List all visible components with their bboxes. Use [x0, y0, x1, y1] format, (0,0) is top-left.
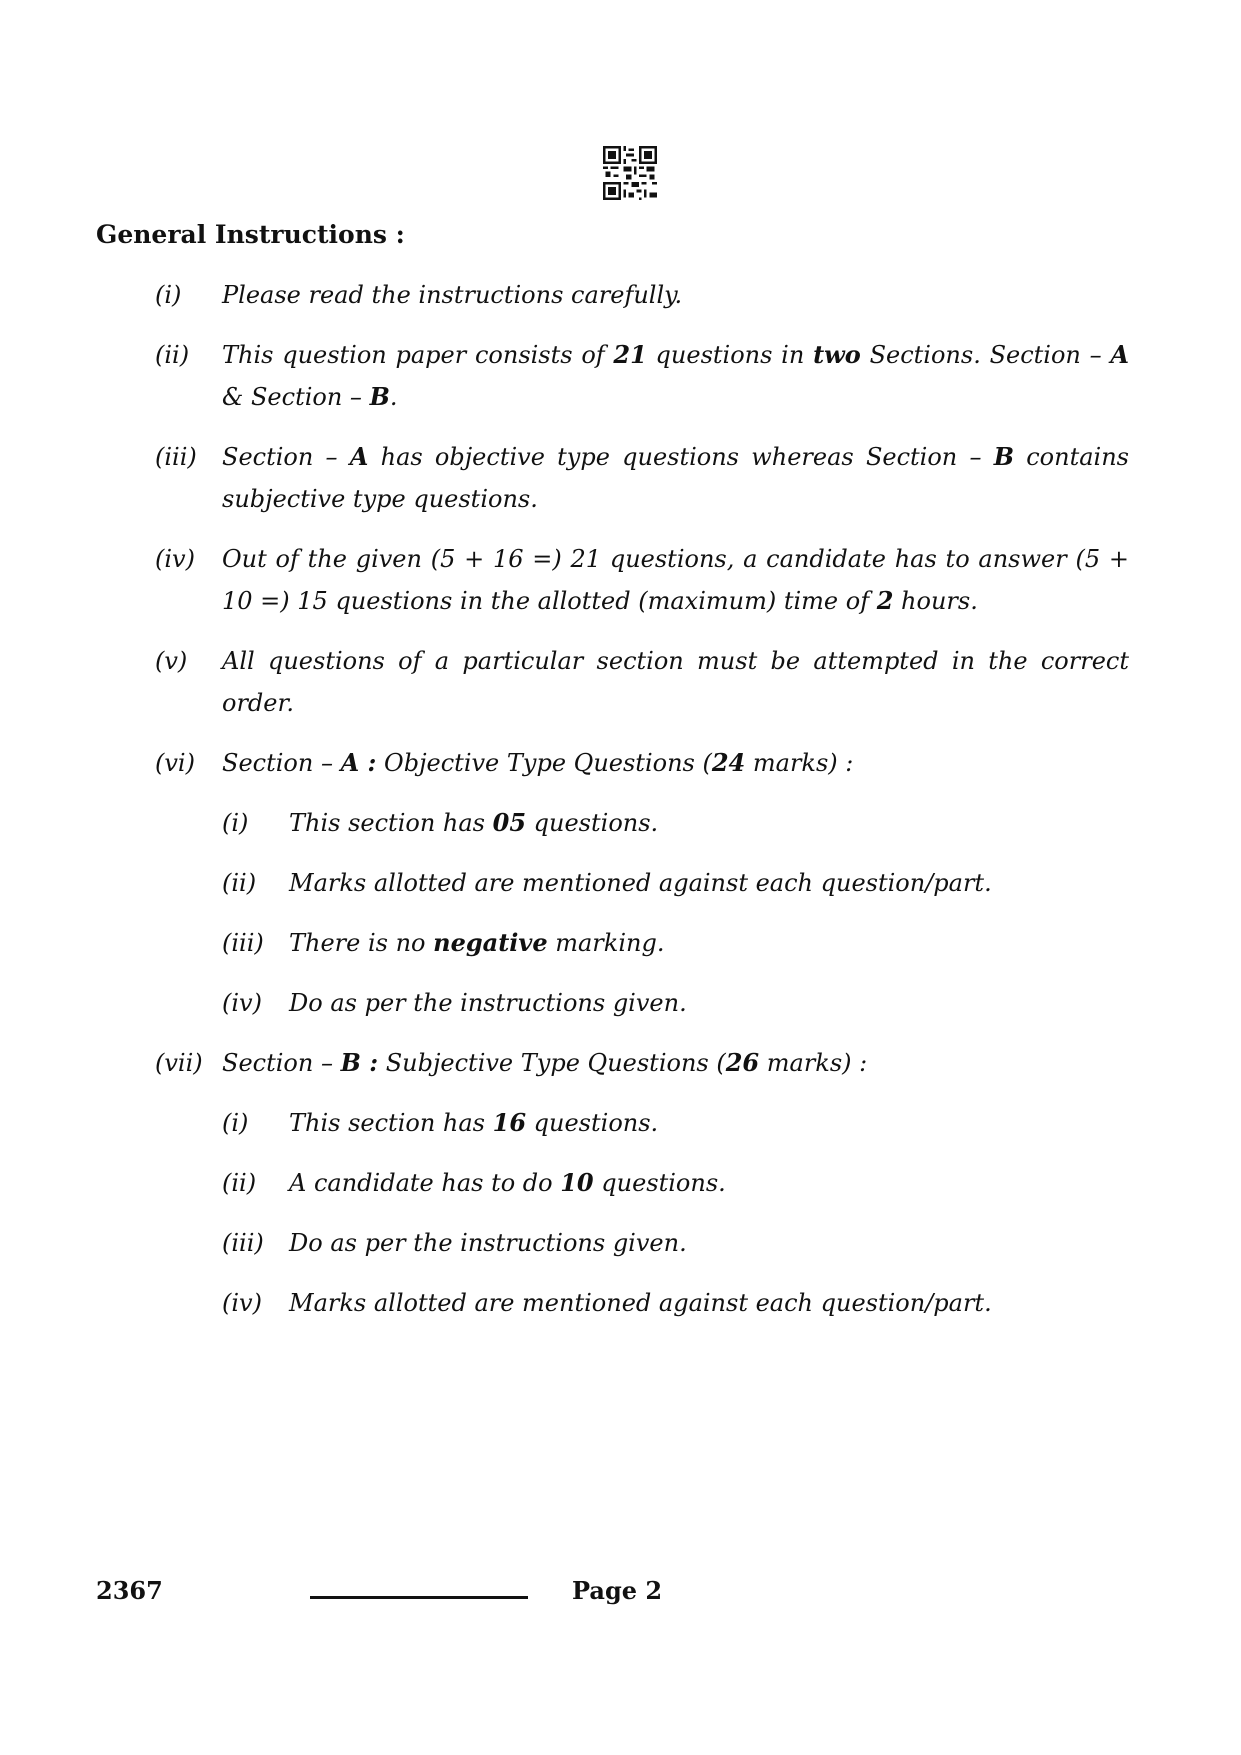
item-number: (ii) [155, 341, 190, 369]
item-number: (iv) [222, 1289, 262, 1317]
sub-item [222, 922, 1129, 964]
item-number: (v) [155, 647, 188, 675]
item-number: (vi) [155, 749, 195, 777]
item-text: Section – B : Subjective Type Questions (26 marks) : [222, 1048, 868, 1077]
instruction-item-vii-group [155, 1042, 1129, 1324]
qr-code-icon [603, 146, 657, 200]
page-number: Page 2 [572, 1576, 663, 1605]
page-heading: General Instructions : [96, 220, 405, 249]
item-text: Marks allotted are mentioned against each question/part. [289, 869, 992, 897]
footer-divider [310, 1596, 528, 1599]
item-text: Do as per the instructions given. [289, 989, 687, 1017]
instruction-item-ii [155, 334, 1129, 418]
sub-item [222, 1162, 1129, 1204]
instruction-item-iii [155, 436, 1129, 520]
item-number: (iii) [222, 929, 264, 957]
instruction-item-vii [155, 1042, 1129, 1084]
section-a-sublist [222, 802, 1129, 1024]
item-text: This section has 16 questions. [289, 1108, 659, 1137]
item-number: (iii) [222, 1229, 264, 1257]
item-number: (i) [222, 809, 249, 837]
item-text: A candidate has to do 10 questions. [289, 1168, 726, 1197]
item-number: (ii) [222, 1169, 257, 1197]
item-number: (i) [222, 1109, 249, 1137]
item-number: (vii) [155, 1049, 203, 1077]
section-b-sublist [222, 1102, 1129, 1324]
sub-item [222, 862, 1129, 904]
item-text: Do as per the instructions given. [289, 1229, 687, 1257]
item-text: There is no negative marking. [289, 928, 665, 957]
item-text: Marks allotted are mentioned against each question/part. [289, 1289, 992, 1317]
paper-code: 2367 [96, 1576, 163, 1605]
item-number: (i) [155, 281, 182, 309]
item-text: Please read the instructions carefully. [222, 281, 683, 309]
sub-item [222, 1102, 1129, 1144]
item-text: All questions of a particular section must be attempted in the correct order. [222, 647, 1129, 717]
sub-item [222, 1222, 1129, 1264]
item-text: This section has 05 questions. [289, 808, 659, 837]
item-number: (iv) [155, 545, 195, 573]
item-text: This question paper consists of 21 questions in two Sections. Section – A & Section – B. [222, 340, 1129, 411]
item-text: Out of the given (5 + 16 =) 21 questions, a candidate has to answer (5 + 10 =) 15 questions in the allotted (maximum) time of 2 hours. [222, 545, 1129, 615]
instruction-item-i [155, 274, 1129, 316]
item-number: (iii) [155, 443, 197, 471]
instruction-item-vi [155, 742, 1129, 784]
sub-item [222, 802, 1129, 844]
sub-item [222, 982, 1129, 1024]
instructions-list [155, 274, 1129, 1324]
instruction-item-vi-group [155, 742, 1129, 1024]
item-number: (ii) [222, 869, 257, 897]
sub-item [222, 1282, 1129, 1324]
instruction-item-v [155, 640, 1129, 724]
item-text: Section – A : Objective Type Questions (24 marks) : [222, 748, 854, 777]
item-text: Section – A has objective type questions whereas Section – B contains subjective type questions. [222, 442, 1129, 513]
item-number: (iv) [222, 989, 262, 1017]
instruction-item-iv [155, 538, 1129, 622]
